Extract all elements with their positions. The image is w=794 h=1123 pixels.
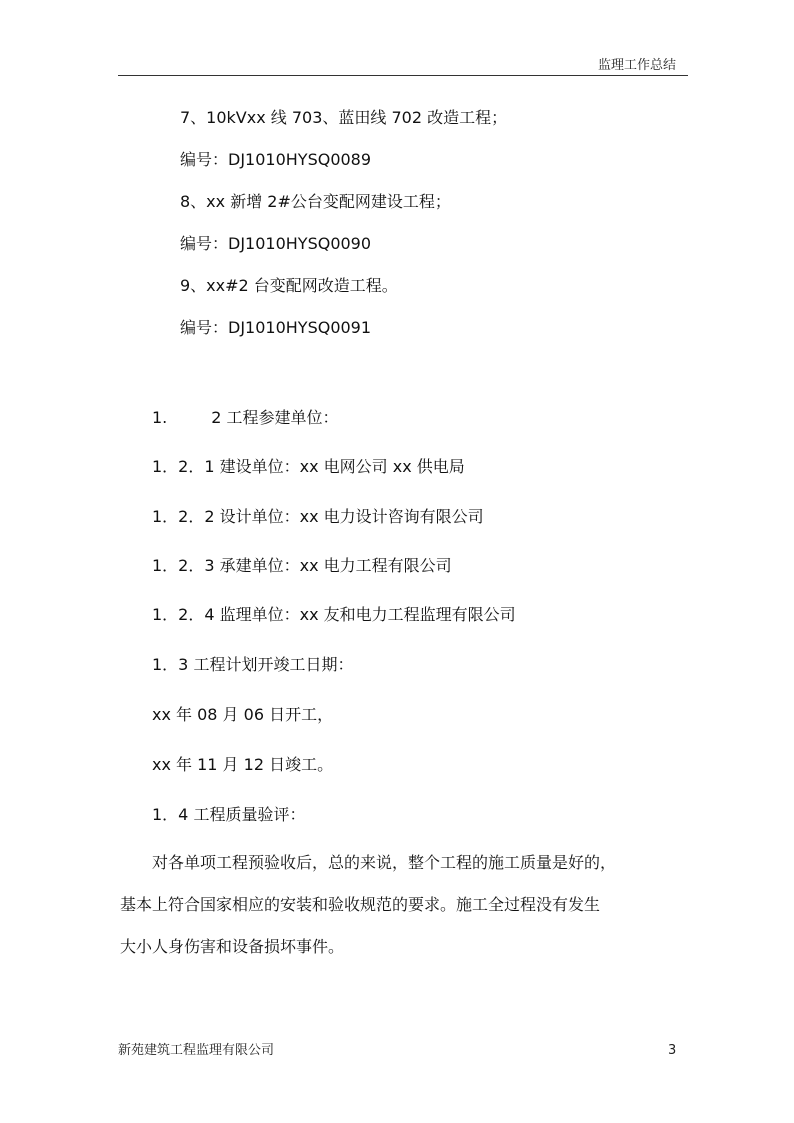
section-1-2-title: 2 工程参建单位： [211,408,339,427]
item-9: 9、xx#2 台变配网改造工程。 [180,276,398,295]
section-1-2-number: 1. [152,408,168,427]
unit-supervision: 1．2．4 监理单位：xx 友和电力工程监理有限公司 [152,605,516,624]
item-8: 8、xx 新增 2#公台变配网建设工程； [180,192,451,211]
section-1-2-heading [152,408,339,428]
section-1-4-heading: 1．4 工程质量验评： [152,805,306,824]
unit-design: 1．2．2 设计单位：xx 电力设计咨询有限公司 [152,507,484,526]
page-number: 3 [668,1043,677,1058]
unit-construction: 1．2．1 建设单位：xx 电网公司 xx 供电局 [152,457,465,476]
end-date: xx 年 11 月 12 日竣工。 [152,755,334,774]
item-8-code: 编号：DJ1010HYSQ0090 [180,234,372,253]
section-1-3-heading: 1．3 工程计划开竣工日期： [152,655,354,674]
item-7: 7、10kVxx 线 703、蓝田线 702 改造工程； [180,108,508,127]
header-divider [118,75,688,76]
unit-contractor: 1．2．3 承建单位：xx 电力工程有限公司 [152,556,452,575]
paragraph-line-1: 对各单项工程预验收后，总的来说，整个工程的施工质量是好的， [152,853,617,872]
start-date: xx 年 08 月 06 日开工， [152,705,334,724]
paragraph-line-2: 基本上符合国家相应的安装和验收规范的要求。施工全过程没有发生 [120,895,601,914]
item-9-code: 编号：DJ1010HYSQ0091 [180,318,372,337]
item-7-code: 编号：DJ1010HYSQ0089 [180,150,372,169]
paragraph-line-3: 大小人身伤害和设备损坏事件。 [120,937,345,956]
footer-company: 新苑建筑工程监理有限公司 [118,1043,275,1058]
header-title: 监理工作总结 [597,58,676,73]
